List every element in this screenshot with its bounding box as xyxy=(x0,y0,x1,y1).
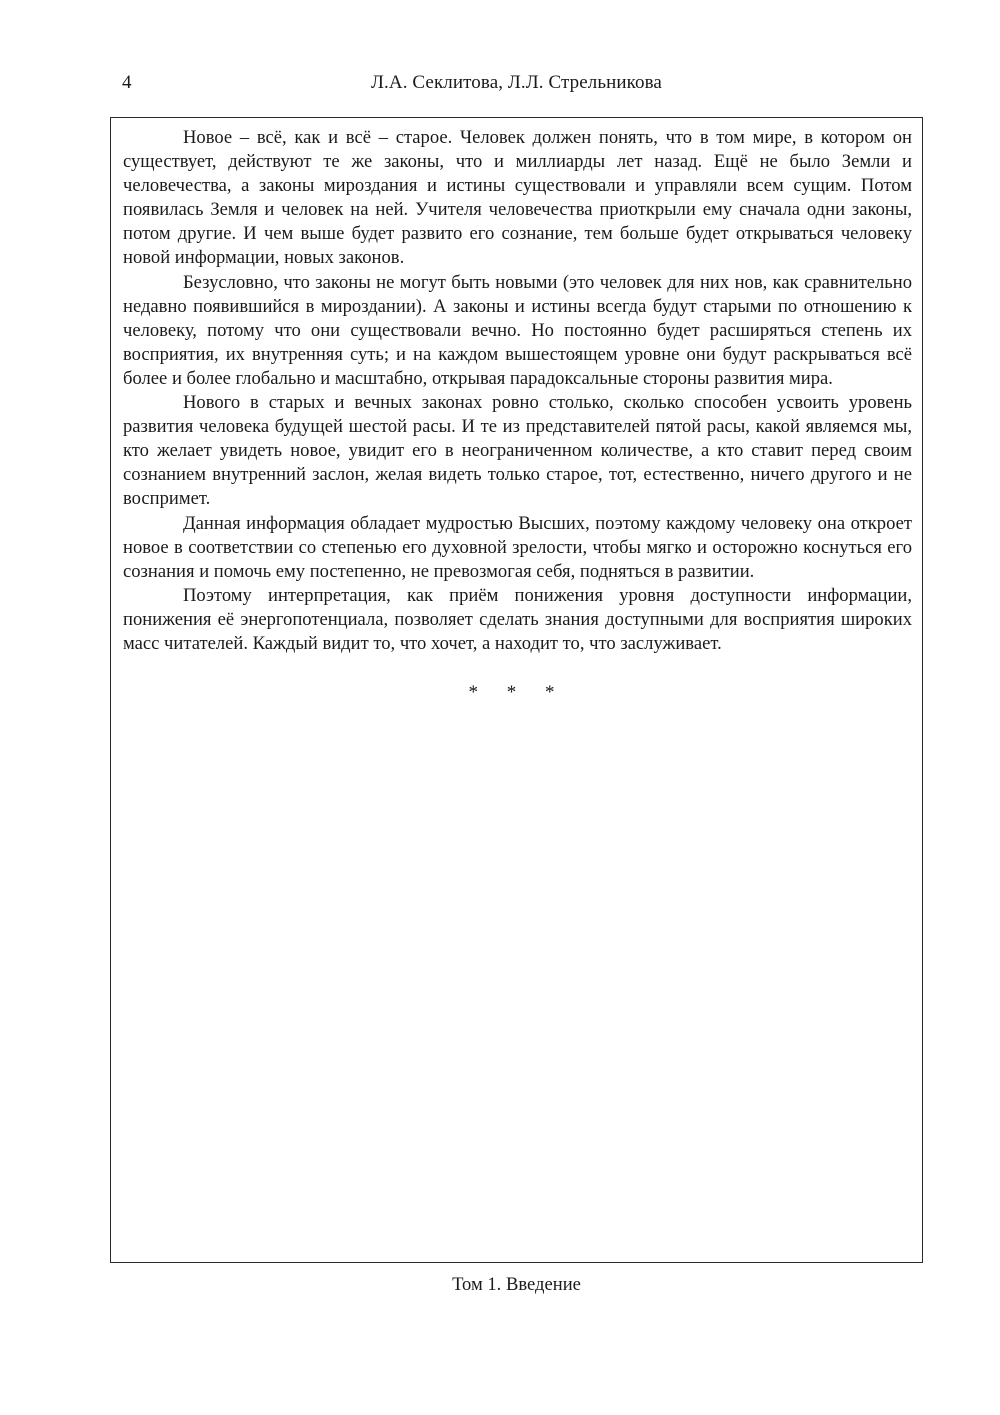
running-head xyxy=(110,70,923,96)
paragraph: Данная информация обладает мудростью Высших, поэтому каждому человеку она откроет новое в соответствии со степенью его духовной зрелости, чтобы мягко и осторожно коснуться его сознания и помочь ему постепенно, не превозмогая себя, подняться в развитии. xyxy=(123,512,912,582)
page-footer: Том 1. Введение xyxy=(452,1274,581,1295)
paragraph: Нового в старых и вечных законах ровно столько, сколько способен усвоить уровень развития человека будущей шестой расы. И те из представителей пятой расы, какой являемся мы, кто желает увидеть новое, увидит его в неограниченном количестве, а кто ставит перед своим сознанием внутренний заслон, желая видеть только старое, тот, естественно, ничего другого и не воспримет. xyxy=(123,392,912,510)
asterism-separator-wrap xyxy=(123,681,912,705)
page-number: 4 xyxy=(122,72,132,93)
body-text-block xyxy=(123,126,912,656)
running-head-title: Л.А. Секлитова, Л.Л. Стрельникова xyxy=(371,72,662,93)
asterism-separator: * * * xyxy=(468,682,567,703)
paragraph: Безусловно, что законы не могут быть новыми (это человек для них нов, как сравнительно недавно появившийся в мироздании). А законы и истины всегда будут старыми по отношению к человеку, потому что они существовали вечно. Но постоянно будет расширяться степень их восприятия, их внутренняя суть; и на каждом вышестоящем уровне они будут раскрываться всё более и более глобально и масштабно, открывая парадоксальные стороны развития мира. xyxy=(123,271,912,389)
paragraph: Поэтому интерпретация, как приём понижения уровня доступности информации, понижения её энергопотенциала, позволяет сделать знания доступными для восприятия широких масс читателей. Каждый видит то, что хочет, а находит то, что заслуживает. xyxy=(123,584,912,654)
text-frame-border xyxy=(110,117,923,1263)
paragraph: Новое – всё, как и всё – старое. Человек должен понять, что в том мире, в котором он существует, действуют те же законы, что и миллиарды лет назад. Ещё не было Земли и человечества, а законы мироздания и истины существовали и управляли всем сущим. Потом появилась Земля и человек на ней. Учителя человечества приоткрыли ему сначала одни законы, потом другие. И чем выше будет развито его сознание, тем больше будет открываться человеку новой информации, новых законов. xyxy=(123,127,912,269)
